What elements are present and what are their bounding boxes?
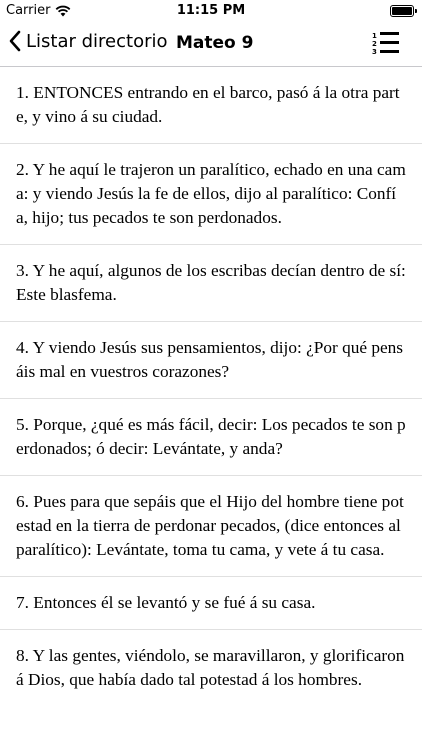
numbered-list-button[interactable] <box>372 30 400 56</box>
back-button-label: Listar directorio <box>26 30 168 52</box>
svg-text:1: 1 <box>372 32 377 40</box>
svg-text:3: 3 <box>372 48 377 56</box>
verse-item[interactable]: 1. ENTONCES entrando en el barco, pasó á la otra parte, y vino á su ciudad. <box>0 67 422 144</box>
verse-item[interactable]: 2. Y he aquí le trajeron un paralítico, echado en una cama: y viendo Jesús la fe de ellos, dijo al paralítico: Confía, hijo; tus pecados te son perdonados. <box>0 144 422 245</box>
verse-list <box>0 67 422 706</box>
verse-item[interactable]: 8. Y las gentes, viéndolo, se maravillaron, y glorificaron á Dios, que había dado tal potestad á los hombres. <box>16 646 405 689</box>
battery-icon <box>390 5 414 17</box>
page-title: Mateo 9 <box>176 33 254 53</box>
verse-item[interactable]: 3. Y he aquí, algunos de los escribas decían dentro de sí: Este blasfema. <box>0 245 422 322</box>
verse-item[interactable]: 5. Porque, ¿qué es más fácil, decir: Los pecados te son perdonados; ó decir: Levántate, y anda? <box>0 399 422 476</box>
verse-item[interactable]: 6. Pues para que sepáis que el Hijo del hombre tiene potestad en la tierra de perdonar pecados, (dice entonces al paralítico): Levántate, toma tu cama, y vete á tu casa. <box>0 476 422 577</box>
chevron-left-icon <box>8 30 22 52</box>
verse-item[interactable]: 7. Entonces él se levantó y se fué á su casa. <box>0 577 422 630</box>
navigation-bar <box>0 22 422 67</box>
status-time: 11:15 PM <box>176 3 246 18</box>
status-bar <box>0 0 422 22</box>
carrier-label: Carrier <box>6 3 51 18</box>
numbered-list-icon <box>372 30 400 56</box>
back-button[interactable] <box>8 30 168 52</box>
verse-item[interactable]: 4. Y viendo Jesús sus pensamientos, dijo: ¿Por qué pensáis mal en vuestros corazones? <box>0 322 422 399</box>
svg-text:2: 2 <box>372 40 377 48</box>
